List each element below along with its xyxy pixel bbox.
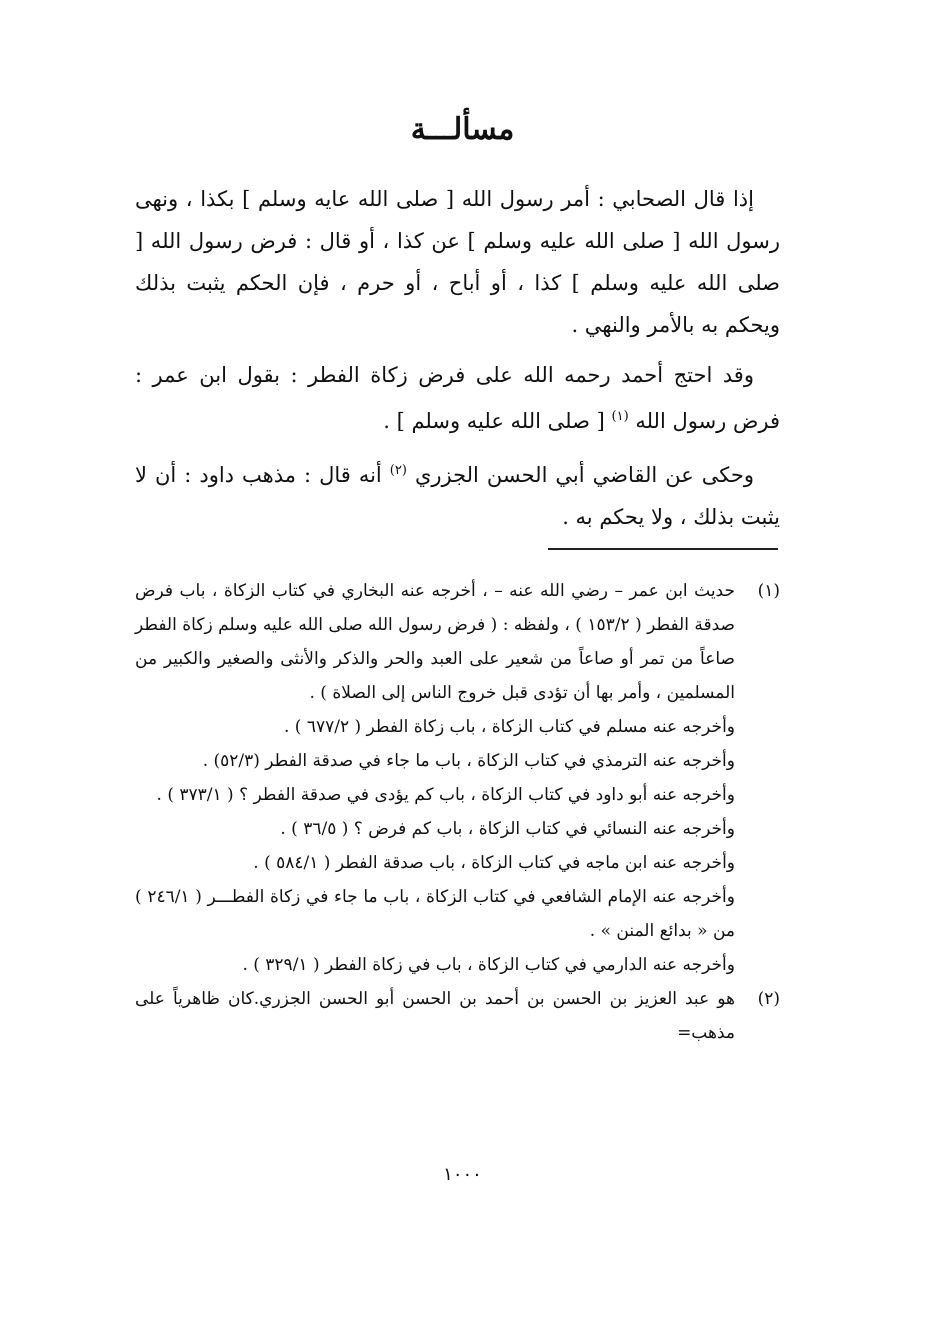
- footnote-2-content: [135, 982, 735, 1050]
- main-text: [135, 178, 780, 546]
- paragraph-3-text-b: أنه قال : مذهب داود : أن لا يثبت بذلك ، ولا يحكم به .: [135, 463, 780, 529]
- footnote-1-line: وأخرجه عنه النسائي في كتاب الزكاة ، باب كم فرض ؟ ( ٣٦/٥ ) .: [280, 819, 735, 839]
- paragraph-2-text-a: وقد احتج أحمد رحمه الله على فرض زكاة الفطر : بقول ابن عمر : فرض رسول الله: [135, 363, 780, 433]
- footnote-1-content: [135, 574, 735, 982]
- footnote-1-line: وأخرجه عنه مسلم في كتاب الزكاة ، باب زكاة الفطر ( ٦٧٧/٢ ) .: [283, 717, 735, 737]
- footnote-2-number: (٢): [757, 989, 780, 1009]
- footnote-1-line: وأخرجه عنه الترمذي في كتاب الزكاة ، باب ما جاء في صدقة الفطر (٥٢/٣) .: [202, 751, 735, 771]
- footnote-ref-1[interactable]: (١): [611, 409, 629, 424]
- footnote-separator: [548, 548, 778, 550]
- paragraph-3: [135, 450, 780, 538]
- footnote-1-number: (١): [757, 581, 780, 601]
- footnote-1-line: حديث ابن عمر – رضي الله عنه – ، أخرجه عنه البخاري في كتاب الزكاة ، باب فرض صدقة الفطر ( ١٥٣/٢ ) ، ولفظه : ( فرض رسول الله صلى الله عليه وسلم زكاة الفطر صاعاً من تمر أو صاعاً من شعير على العبد والحر والذكر والأنثى والصغير والكبير من المسلمين ، وأمر بها أن تؤدى قبل خروج الناس إلى الصلاة ) .: [135, 581, 735, 703]
- footnote-1-line: وأخرجه عنه أبو داود في كتاب الزكاة ، باب كم يؤدى في صدقة الفطر ؟ ( ٣٧٣/١ ) .: [156, 785, 735, 805]
- footnote-ref-2[interactable]: (٢): [389, 463, 407, 478]
- paragraph-1: إذا قال الصحابي : أمر رسول الله [ صلى الله عايه وسلم ] بكذا ، ونهى رسول الله [ صلى الله عليه وسلم ] عن كذا ، أو قال : فرض رسول الله [ صلى الله عليه وسلم ] كذا ، أو أباح ، أو حرم ، فإن الحكم يثبت بذلك ويحكم به بالأمر والنهي .: [135, 187, 780, 337]
- page-number: ١٠٠٠: [443, 1164, 482, 1185]
- footnote-1-line: وأخرجه عنه الدارمي في كتاب الزكاة ، باب في زكاة الفطر ( ٣٢٩/١ ) .: [242, 955, 735, 975]
- paragraph-2-text-b: [ صلى الله عليه وسلم ] .: [383, 409, 605, 433]
- footnote-1-line: وأخرجه عنه الإمام الشافعي في كتاب الزكاة ، باب ما جاء في زكاة الفطـــر ( ٢٤٦/١ ) من « بدائع المنن » .: [135, 887, 735, 941]
- footnote-2: [135, 982, 780, 1050]
- footnote-1-line: وأخرجه عنه ابن ماجه في كتاب الزكاة ، باب صدقة الفطر ( ٥٨٤/١ ) .: [253, 853, 735, 873]
- paragraph-3-text-a: وحكى عن القاضي أبي الحسن الجزري: [414, 463, 754, 487]
- footnotes: [135, 574, 780, 1050]
- section-title: مسألـــة: [410, 112, 515, 147]
- paragraph-2: [135, 354, 780, 442]
- footnote-1: [135, 574, 780, 982]
- footnote-2-text: هو عبد العزيز بن الحسن بن أحمد بن الحسن أبو الحسن الجزري.كان ظاهرياً على مذهب=: [135, 989, 735, 1043]
